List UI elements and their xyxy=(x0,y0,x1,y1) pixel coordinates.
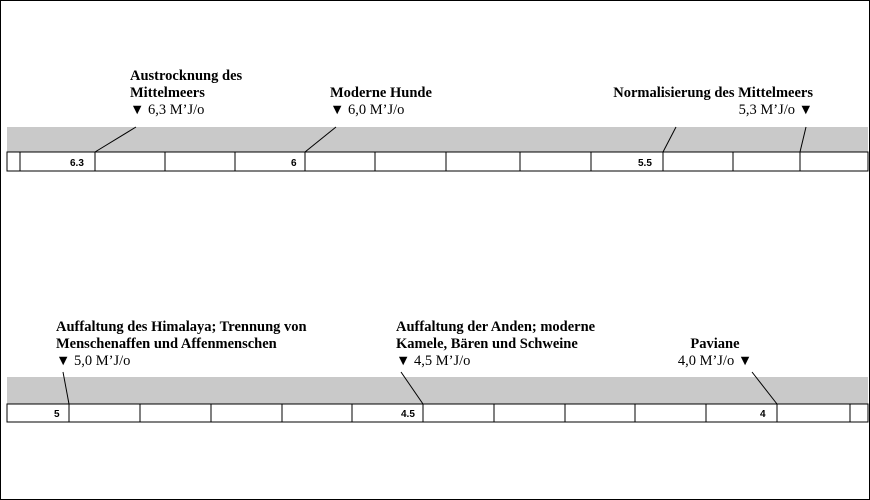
event-title: Moderne Hunde xyxy=(330,85,432,101)
timeline-top xyxy=(7,127,868,171)
event-date-marker: ▼ 6,3 M’J/o xyxy=(130,102,205,118)
tick-label: 4.5 xyxy=(401,409,415,420)
tick-label: 5.5 xyxy=(638,158,652,169)
event-title: Menschenaffen und Affenmenschen xyxy=(56,336,277,352)
tick-label: 4 xyxy=(760,409,766,420)
event-label xyxy=(330,85,432,119)
tick-label: 6 xyxy=(291,158,297,169)
event-label xyxy=(650,336,780,370)
tick-label: 6.3 xyxy=(70,158,84,169)
tick-label: 5 xyxy=(54,409,60,420)
timeline-ruler xyxy=(7,152,868,171)
event-date-marker: ▼ 5,0 M’J/o xyxy=(56,353,131,369)
event-title: Auffaltung des Himalaya; Trennung von xyxy=(56,319,307,335)
event-title: Auffaltung der Anden; moderne xyxy=(396,319,596,335)
event-label xyxy=(396,319,595,370)
event-label xyxy=(56,319,307,370)
timeline-bottom xyxy=(7,372,868,422)
event-title: Austrocknung des xyxy=(130,68,243,84)
event-label xyxy=(613,85,813,119)
timeline-ruler xyxy=(7,404,868,422)
event-date-marker: 5,3 M’J/o ▼ xyxy=(738,102,813,118)
event-label xyxy=(130,68,242,119)
event-title: Kamele, Bären und Schweine xyxy=(396,336,578,352)
timeline-band xyxy=(7,127,868,152)
event-date-marker: ▼ 6,0 M’J/o xyxy=(330,102,405,118)
event-title: Paviane xyxy=(690,336,740,352)
event-title: Normalisierung des Mittelmeers xyxy=(613,85,813,101)
event-date-marker: 4,0 M’J/o ▼ xyxy=(677,353,753,369)
event-date-marker: ▼ 4,5 M’J/o xyxy=(396,353,471,369)
timeline-band xyxy=(7,377,868,404)
event-title: Mittelmeers xyxy=(130,85,205,101)
